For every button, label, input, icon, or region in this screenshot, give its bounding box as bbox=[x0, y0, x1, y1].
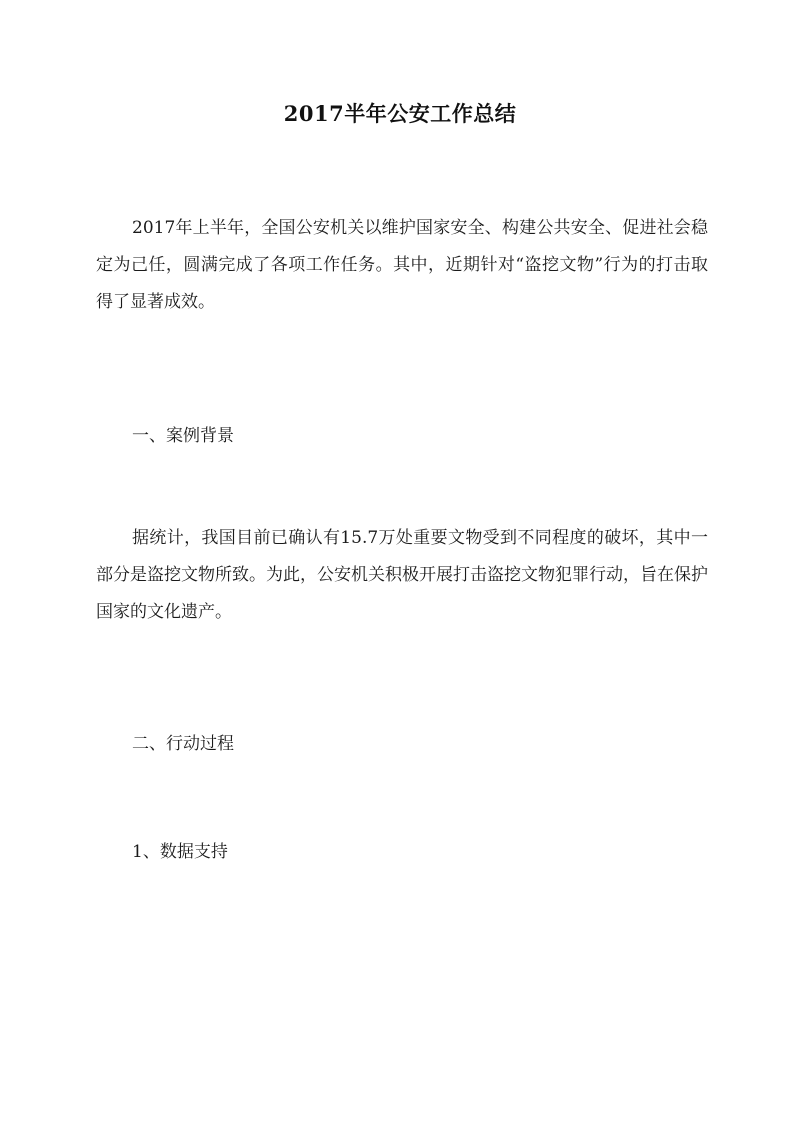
subsection-heading-data-support: 1、数据支持 bbox=[132, 842, 228, 862]
section-heading-process: 二、行动过程 bbox=[132, 734, 234, 754]
document-title: 2017半年公安工作总结 bbox=[283, 101, 517, 126]
background-paragraph: 据统计，我国目前已确认有15.7万处重要文物受到不同程度的破坏，其中一部分是盗挖文物所致。为此，公安机关积极开展打击盗挖文物犯罪行动，旨在保护国家的文化遗产。 bbox=[96, 528, 708, 622]
intro-paragraph: 2017年上半年，全国公安机关以维护国家安全、构建公共安全、促进社会稳定为己任，圆满完成了各项工作任务。其中，近期针对“盗挖文物”行为的打击取得了显著成效。 bbox=[96, 218, 708, 312]
section-heading-background: 一、案例背景 bbox=[132, 426, 234, 446]
